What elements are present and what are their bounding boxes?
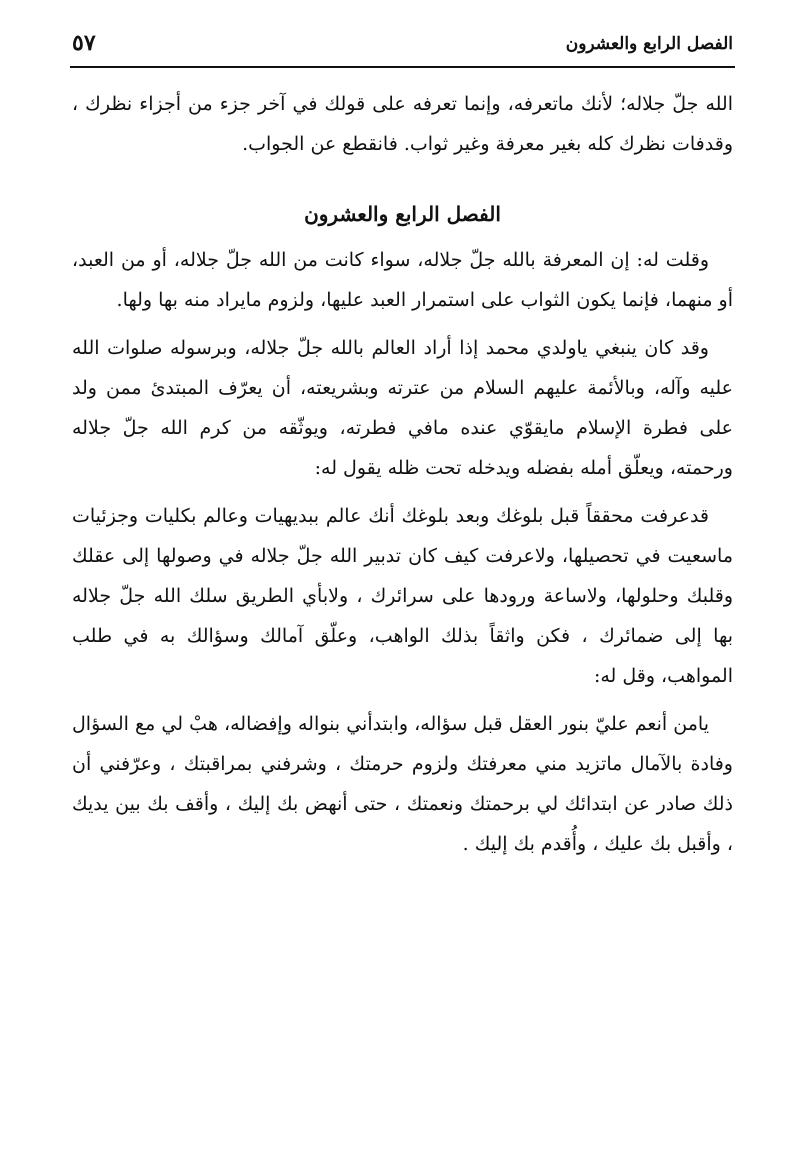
paragraph-continuation: الله جلّ جلاله؛ لأنك ماتعرفه، وإنما تعرفه على قولك في آخر جزء من أجزاء نظرك ، وقدفات نظرك كله بغير معرفة وغير ثواب. فانقطع عن الجواب. — [72, 93, 733, 155]
header-divider — [70, 66, 735, 68]
paragraph: يامن أنعم عليّ بنور العقل قبل سؤاله، وابتدأني بنواله وإفضاله، هبْ لي مع السؤال وفادة بالآمال ماتزيد مني معرفتك ولزوم حرمتك ، وشرفني بمراقبتك ، وعرّفني أن ذلك صادر عن ابتدائك لي برحمتك ونعمتك ، حتى أنهض بك إليك ، وأقف بك بين يديك ، وأقبل بك عليك ، وأُقدم بك إليك . — [72, 713, 733, 855]
page-number: ٥٧ — [72, 30, 96, 56]
paragraph-gap — [72, 320, 733, 328]
running-header — [72, 28, 733, 60]
paragraph-gap — [72, 488, 733, 496]
paragraph: وقلت له: إن المعرفة بالله جلّ جلاله، سواء كانت من الله جلّ جلاله، أو من العبد، أو منهما، فإنما يكون الثواب على استمرار العبد عليها، ولزوم مايراد منه بها ولها. — [72, 249, 733, 311]
chapter-heading: الفصل الرابع والعشرون — [304, 202, 501, 226]
paragraph-gap — [72, 696, 733, 704]
page-body — [72, 84, 733, 864]
running-header-title: الفصل الرابع والعشرون — [565, 34, 733, 54]
paragraph: وقد كان ينبغي ياولدي محمد إذا أراد العالم بالله جلّ جلاله، وبرسوله صلوات الله عليه وآله، وبالأئمة عليهم السلام من عترته وبشريعته، أن يعرّف المبتدئ ممن ولد على فطرة الإسلام مايقوّي عنده مافي فطرته، ويوثّقه من كرم الله جلّ جلاله ورحمته، ويعلّق أمله بفضله ويدخله تحت ظله يقول له: — [72, 337, 733, 479]
paragraph: قدعرفت محققاً قبل بلوغك وبعد بلوغك أنك عالم ببديهيات وعالم بكليات وجزئيات ماسعيت في تحصيلها، ولاعرفت كيف كان تدبير الله جلّ جلاله في وصولها إلى عقلك وقلبك وحلولها، ولاساعة ورودها على سرائرك ، ولابأي الطريق سلك الله جلّ جلاله بها إلى ضمائرك ، فكن واثقاً بذلك الواهب، وعلّق آمالك وسؤالك به في طلب المواهب، وقل له: — [72, 505, 733, 687]
